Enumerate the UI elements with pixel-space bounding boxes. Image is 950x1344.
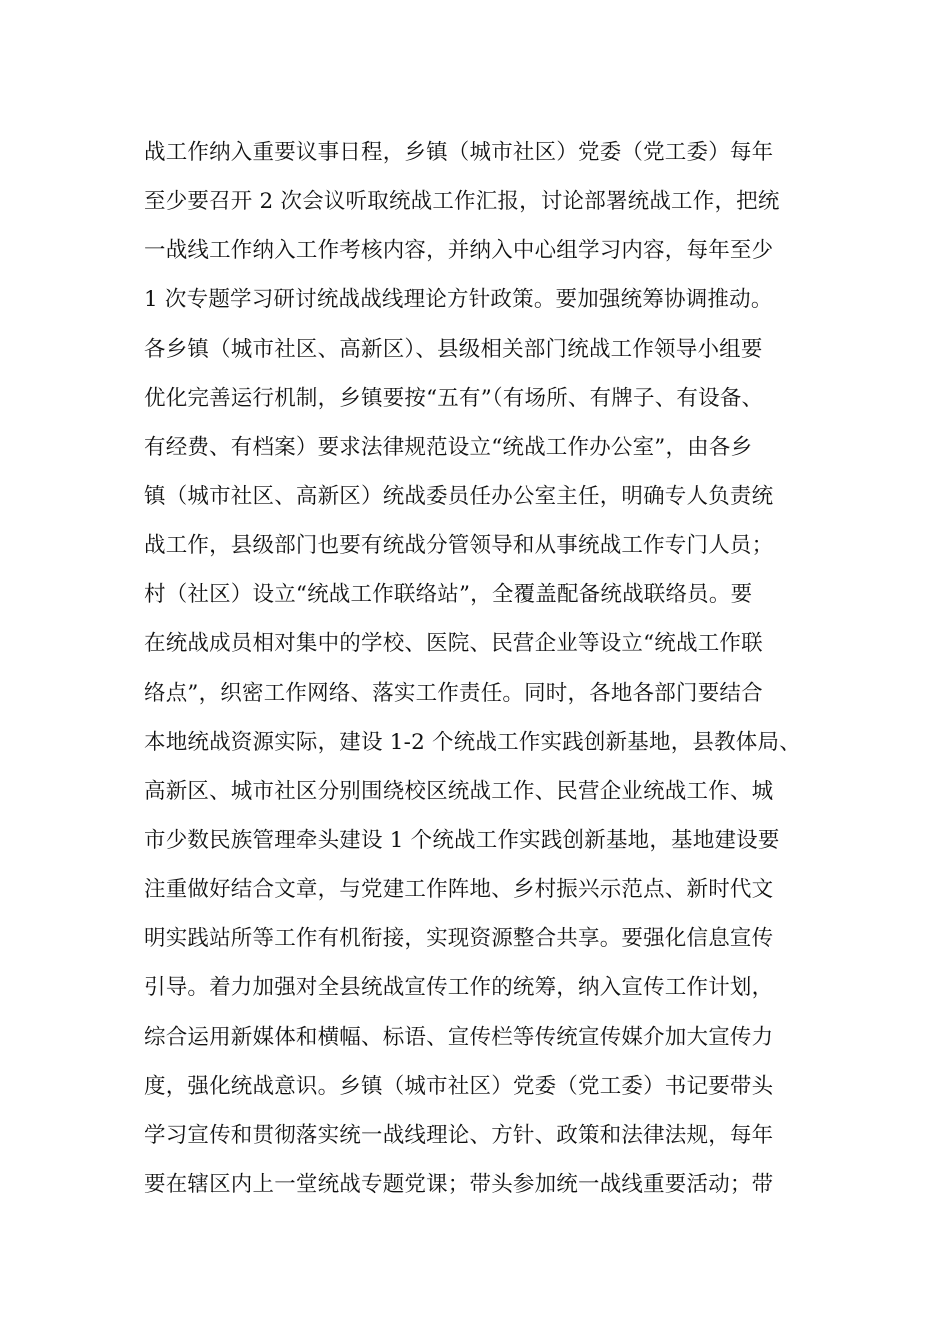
text-line-4: 1 次专题学习研讨统战战线理论方针政策。要加强统筹协调推动。 — [144, 287, 773, 313]
text-line-14: 高新区、城市社区分别围绕校区统战工作、民营企业统战工作、城 — [144, 778, 774, 804]
text-line-6: 优化完善运行机制，乡镇要按“五有”（有场所、有牌子、有设备、 — [144, 385, 764, 411]
body-paragraph — [144, 128, 844, 1209]
text-line-2: 至少要召开 2 次会议听取统战工作汇报，讨论部署统战工作，把统 — [144, 189, 780, 215]
text-line-8: 镇（城市社区、高新区）统战委员任办公室主任，明确专人负责统 — [144, 483, 774, 509]
text-line-10: 村（社区）设立“统战工作联络站”，全覆盖配备统战联络员。要 — [144, 582, 753, 608]
text-line-20: 度，强化统战意识。乡镇（城市社区）党委（党工委）书记要带头 — [144, 1073, 774, 1099]
text-line-9: 战工作，县级部门也要有统战分管领导和从事统战工作专门人员； — [144, 533, 774, 559]
text-line-11: 在统战成员相对集中的学校、医院、民营企业等设立“统战工作联 — [144, 631, 763, 657]
text-line-3: 一战线工作纳入工作考核内容，并纳入中心组学习内容，每年至少 — [144, 238, 774, 264]
text-line-15: 市少数民族管理牵头建设 1 个统战工作实践创新基地，基地建设要 — [144, 827, 780, 853]
text-line-7: 有经费、有档案）要求法律规范设立“统战工作办公室”，由各乡 — [144, 434, 753, 460]
text-line-12: 络点”，织密工作网络、落实工作责任。同时，各地各部门要结合 — [144, 680, 763, 706]
text-line-18: 引导。着力加强对全县统战宣传工作的统筹，纳入宣传工作计划， — [144, 975, 774, 1001]
text-line-16: 注重做好结合文章，与党建工作阵地、乡村振兴示范点、新时代文 — [144, 877, 774, 903]
text-line-22: 要在辖区内上一堂统战专题党课；带头参加统一战线重要活动；带 — [144, 1171, 774, 1197]
text-line-21: 学习宣传和贯彻落实统一战线理论、方针、政策和法律法规，每年 — [144, 1122, 774, 1148]
text-line-5: 各乡镇（城市社区、高新区）、县级相关部门统战工作领导小组要 — [144, 336, 763, 362]
text-line-13: 本地统战资源实际，建设 1-2 个统战工作实践创新基地，县教体局、 — [144, 729, 801, 755]
text-line-19: 综合运用新媒体和横幅、标语、宣传栏等传统宣传媒介加大宣传力 — [144, 1024, 774, 1050]
text-line-1: 战工作纳入重要议事日程，乡镇（城市社区）党委（党工委）每年 — [144, 140, 774, 165]
text-line-17: 明实践站所等工作有机衔接，实现资源整合共享。要强化信息宣传 — [144, 926, 774, 952]
